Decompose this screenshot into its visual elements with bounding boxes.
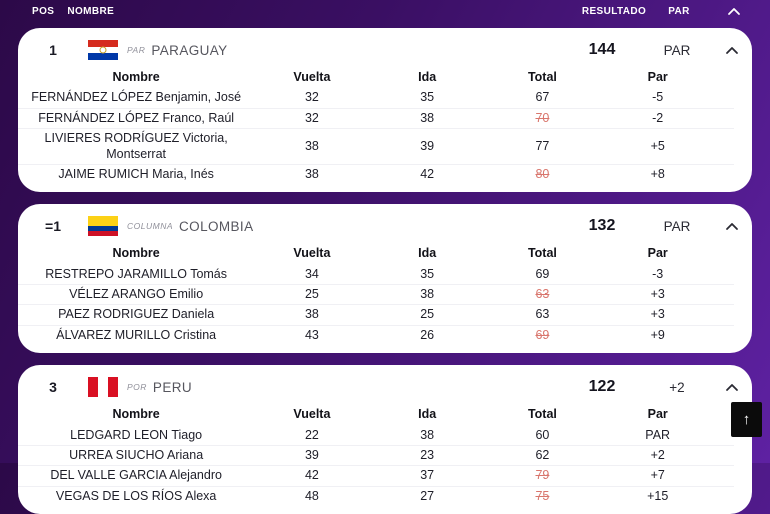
header-resultado-label: RESULTADO [581,5,647,17]
team-position: =1 [45,218,61,235]
team-code: COLUMNA [127,221,174,232]
player-name: LEDGARD LEON Tiago [70,427,203,442]
team-card [18,365,752,514]
players-table-header [18,67,734,88]
player-total: 69 [535,266,550,281]
player-par: +15 [647,488,669,503]
player-name: VEGAS DE LOS RÍOS Alexa [55,488,217,503]
team-header[interactable] [18,209,752,243]
player-vuelta: 43 [304,327,319,342]
team-name: PERU [152,379,193,395]
player-total: 79 [535,468,550,483]
team-code: POR [127,382,147,393]
player-ida: 37 [420,468,435,483]
player-par: +3 [650,307,665,322]
player-row [18,486,734,506]
players-table [18,243,752,345]
scroll-top-button[interactable] [731,402,762,437]
player-vuelta: 32 [304,90,319,105]
player-total: 77 [535,138,550,153]
player-total: 60 [535,427,550,442]
players-table-header [18,404,734,425]
col-par: Par [647,246,668,261]
player-total: 63 [535,287,550,301]
player-par: -2 [652,110,664,125]
team-par: +2 [669,379,685,395]
team-flag-icon [88,40,118,60]
team-flag-icon [88,377,118,397]
team-header[interactable] [18,370,752,404]
player-ida: 38 [420,427,435,442]
player-vuelta: 34 [304,266,319,281]
player-row [18,325,734,345]
player-name: JAIME RUMICH Maria, Inés [58,166,214,181]
player-ida: 35 [420,266,435,281]
team-flag-icon [88,216,118,236]
player-ida: 39 [420,138,435,153]
players-table-body [18,426,734,507]
player-vuelta: 42 [304,468,319,483]
player-vuelta: 48 [304,488,319,503]
player-vuelta: 25 [304,287,319,301]
player-par: -3 [652,266,664,281]
player-ida: 27 [420,488,435,503]
col-par: Par [647,407,668,422]
player-name: ÁLVAREZ MURILLO Cristina [56,327,217,342]
players-table-header [18,243,734,264]
chevron-up-icon[interactable] [704,7,764,16]
col-total: Total [527,407,557,422]
col-total: Total [527,246,557,261]
player-row [18,445,734,465]
col-vuelta: Vuelta [293,407,331,422]
team-card [18,204,752,353]
player-vuelta: 22 [304,427,319,442]
player-par: +5 [650,138,665,153]
col-ida: Ida [418,246,437,261]
col-nombre: Nombre [112,407,160,422]
col-vuelta: Vuelta [293,70,331,84]
player-ida: 38 [420,287,435,301]
player-par: +8 [650,166,665,181]
player-par: +9 [650,327,665,342]
results-header-bar [0,0,770,22]
player-ida: 25 [420,307,435,322]
arrow-up-icon: ↑ [742,411,751,428]
player-name: FERNÁNDEZ LÓPEZ Franco, Raúl [38,110,235,125]
player-row [18,426,734,445]
players-table [18,67,752,184]
chevron-up-icon[interactable] [712,46,752,55]
team-score: 122 [588,378,616,396]
player-row [18,304,734,324]
players-table-body [18,88,734,184]
player-total: 69 [535,327,550,342]
team-code: PAR [127,45,146,55]
team-header[interactable] [18,33,752,67]
player-ida: 23 [420,447,435,462]
player-total: 70 [535,110,550,125]
player-row [18,465,734,485]
col-total: Total [527,70,557,84]
player-name: PAEZ RODRIGUEZ Daniela [58,307,215,322]
col-nombre: Nombre [112,246,160,261]
team-position: 3 [49,379,57,396]
player-vuelta: 38 [304,138,319,153]
player-name: FERNÁNDEZ LÓPEZ Benjamin, José [31,90,242,105]
team-par: PAR [663,42,691,58]
player-par: -5 [652,90,664,105]
player-vuelta: 39 [304,447,319,462]
team-cards [0,22,770,514]
player-row [18,284,734,304]
player-row [18,128,734,164]
team-score: 144 [588,41,616,58]
team-par: PAR [663,218,691,234]
player-name: DEL VALLE GARCIA Alejandro [50,468,222,483]
player-par: PAR [645,427,671,442]
player-total: 62 [535,447,550,462]
col-nombre: Nombre [112,70,160,84]
header-par-label: PAR [668,5,690,17]
chevron-up-icon[interactable] [712,383,752,392]
player-total: 75 [535,488,550,503]
player-ida: 35 [420,90,435,105]
player-par: +7 [650,468,665,483]
team-score: 132 [588,217,616,235]
player-name: VÉLEZ ARANGO Emilio [69,287,204,301]
header-pos-label: POS [32,5,55,17]
team-card [18,28,752,192]
player-row [18,108,734,128]
team-name: PARAGUAY [151,42,228,58]
header-nombre-label: NOMBRE [67,5,115,17]
players-table-body [18,265,734,346]
player-ida: 38 [420,110,435,125]
player-name: LIVIERES RODRÍGUEZ Victoria, Montserrat [44,131,228,161]
player-total: 63 [535,307,550,322]
col-par: Par [647,70,668,84]
team-position: 1 [49,42,57,58]
col-ida: Ida [418,407,437,422]
player-par: +3 [650,287,665,301]
player-ida: 42 [420,166,435,181]
player-name: RESTREPO JARAMILLO Tomás [45,266,228,281]
player-vuelta: 32 [304,110,319,125]
player-row [18,265,734,284]
player-ida: 26 [420,327,435,342]
player-par: +2 [650,447,665,462]
player-row [18,164,734,184]
players-table [18,404,752,506]
player-total: 80 [535,166,550,181]
player-vuelta: 38 [304,307,319,322]
team-name: COLOMBIA [179,218,254,234]
player-row [18,88,734,107]
player-vuelta: 38 [304,166,319,181]
player-total: 67 [535,90,550,105]
col-ida: Ida [418,70,437,84]
chevron-up-icon[interactable] [712,222,752,231]
col-vuelta: Vuelta [293,246,331,261]
player-name: URREA SIUCHO Ariana [69,447,204,462]
